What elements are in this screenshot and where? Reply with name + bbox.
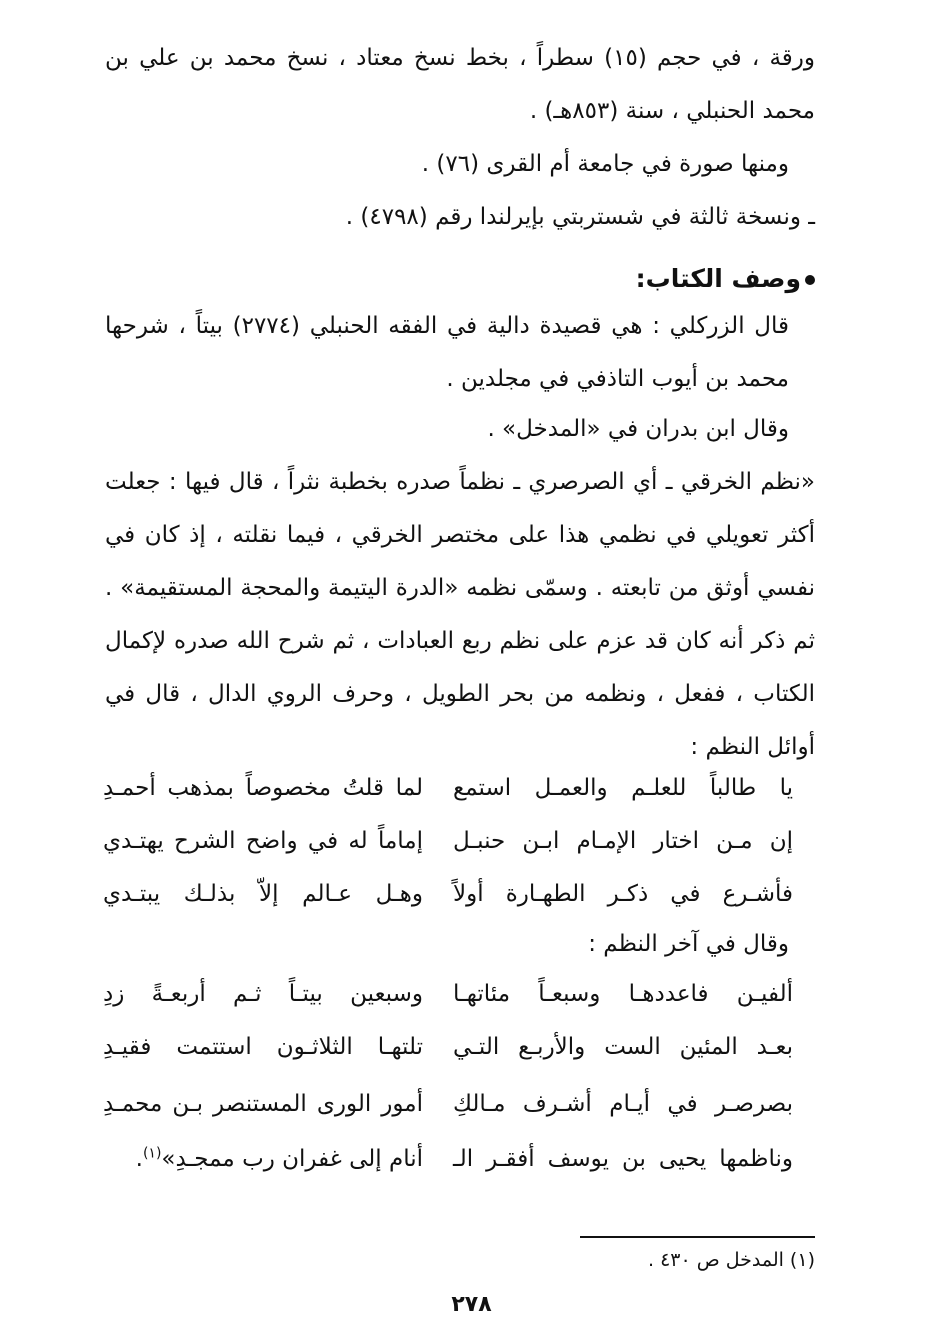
verse-first-hemistich: وناظمها يحيى بن يوسف أفقـر الـ bbox=[453, 1146, 793, 1172]
third-copy-line: ـ ونسخة ثالثة في شستربتي بإيرلندا رقم (٤٧٩٨) . bbox=[345, 204, 815, 230]
copy-location-line: ومنها صورة في جامعة أم القرى (٧٦) . bbox=[421, 151, 789, 177]
poem-verse bbox=[103, 968, 793, 1021]
manuscript-description-paragraph: ورقة ، في حجم (١٥) سطراً ، بخط نسخ معتاد ، نسخ محمد بن علي بن محمد الحنبلي ، سنة (٨٥٣هـ) . bbox=[105, 45, 816, 124]
poem-verse bbox=[103, 868, 793, 921]
poem-verse bbox=[103, 1021, 793, 1074]
footnote: (١) المدخل ص ٤٣٠ . bbox=[647, 1249, 815, 1271]
page-number: ٢٧٨ bbox=[451, 1292, 492, 1317]
verse-first-hemistich: فأشـرع في ذكـر الطهـارة أولاً bbox=[453, 881, 793, 907]
closing-period: . bbox=[135, 1146, 143, 1172]
verse-first-hemistich: ألفيـن فاعددهـا وسبعـاً مئاتهـا bbox=[453, 981, 793, 1007]
verse-first-hemistich: يا طالباً للعلـم والعمـل استمع bbox=[453, 775, 793, 801]
footnote-divider bbox=[580, 1236, 815, 1238]
verse-first-hemistich: بعـد المئين الست والأربـع التـي bbox=[453, 1034, 793, 1060]
verse-first-hemistich: إن مـن اختار الإمـام ابـن حنبـل bbox=[453, 828, 793, 854]
bullet-icon bbox=[805, 275, 815, 285]
verse-second-hemistich: تلتهـا الثلاثـون استتمت فقيـدِ bbox=[103, 1034, 423, 1060]
verse-first-hemistich: بصرصـر في أيـام أشـرف مـالكِ bbox=[453, 1091, 793, 1117]
verse-second-hemistich: لما قلتُ مخصوصاً بمذهب أحمـدِ bbox=[103, 775, 423, 801]
quote-paragraph: «نظم الخرقي ـ أي الصرصري ـ نظماً صدره بخطبة نثراً ، قال فيها : جعلت أكثر تعويلي في نظمي هذا على مختصر الخرقي ، فيما نقلته ، إذ كان في نفسي أوثق من تابعته . وسمّى نظمه «الدرة اليتيمة والمحجة المستقيمة» . ثم ذكر أنه كان قد عزم على نظم ربع العبادات ، ثم شرح الله صدره لإكمال الكتاب ، ففعل ، ونظمه من بحر الطويل ، وحرف الروي الدال ، قال في أوائل النظم : bbox=[105, 469, 815, 760]
poem-verse bbox=[103, 1133, 793, 1186]
badran-intro-line: وقال ابن بدران في «المدخل» . bbox=[487, 416, 789, 442]
zirikli-paragraph: قال الزركلي : هي قصيدة دالية في الفقه الحنبلي (٢٧٧٤) بيتاً ، شرحها محمد بن أيوب التاذفي في مجلدين . bbox=[105, 313, 789, 392]
verse-second-hemistich: أمور الورى المستنصر بـن محمـدِ bbox=[103, 1091, 423, 1117]
poem-verse bbox=[103, 1078, 793, 1131]
section-heading-text: وصف الكتاب: bbox=[635, 264, 801, 293]
verse-second-hemistich bbox=[103, 1133, 423, 1186]
verse-second-hemistich-text: أنام إلى غفران رب ممجـدِ» bbox=[161, 1146, 423, 1172]
footnote-marker: (١) bbox=[142, 1145, 162, 1162]
verse-second-hemistich: إماماً له في واضح الشرح يهتـدي bbox=[103, 828, 423, 854]
poem-end-intro-line: وقال في آخر النظم : bbox=[588, 931, 789, 957]
verse-second-hemistich: وهـل عـالم إلاّ بذلـك يبتـدي bbox=[103, 881, 423, 907]
section-heading bbox=[636, 252, 815, 305]
poem-verse bbox=[103, 815, 793, 868]
verse-second-hemistich: وسبعين بيتـاً ثـم أربعـةً زدِ bbox=[103, 981, 423, 1007]
poem-verse bbox=[103, 762, 793, 815]
